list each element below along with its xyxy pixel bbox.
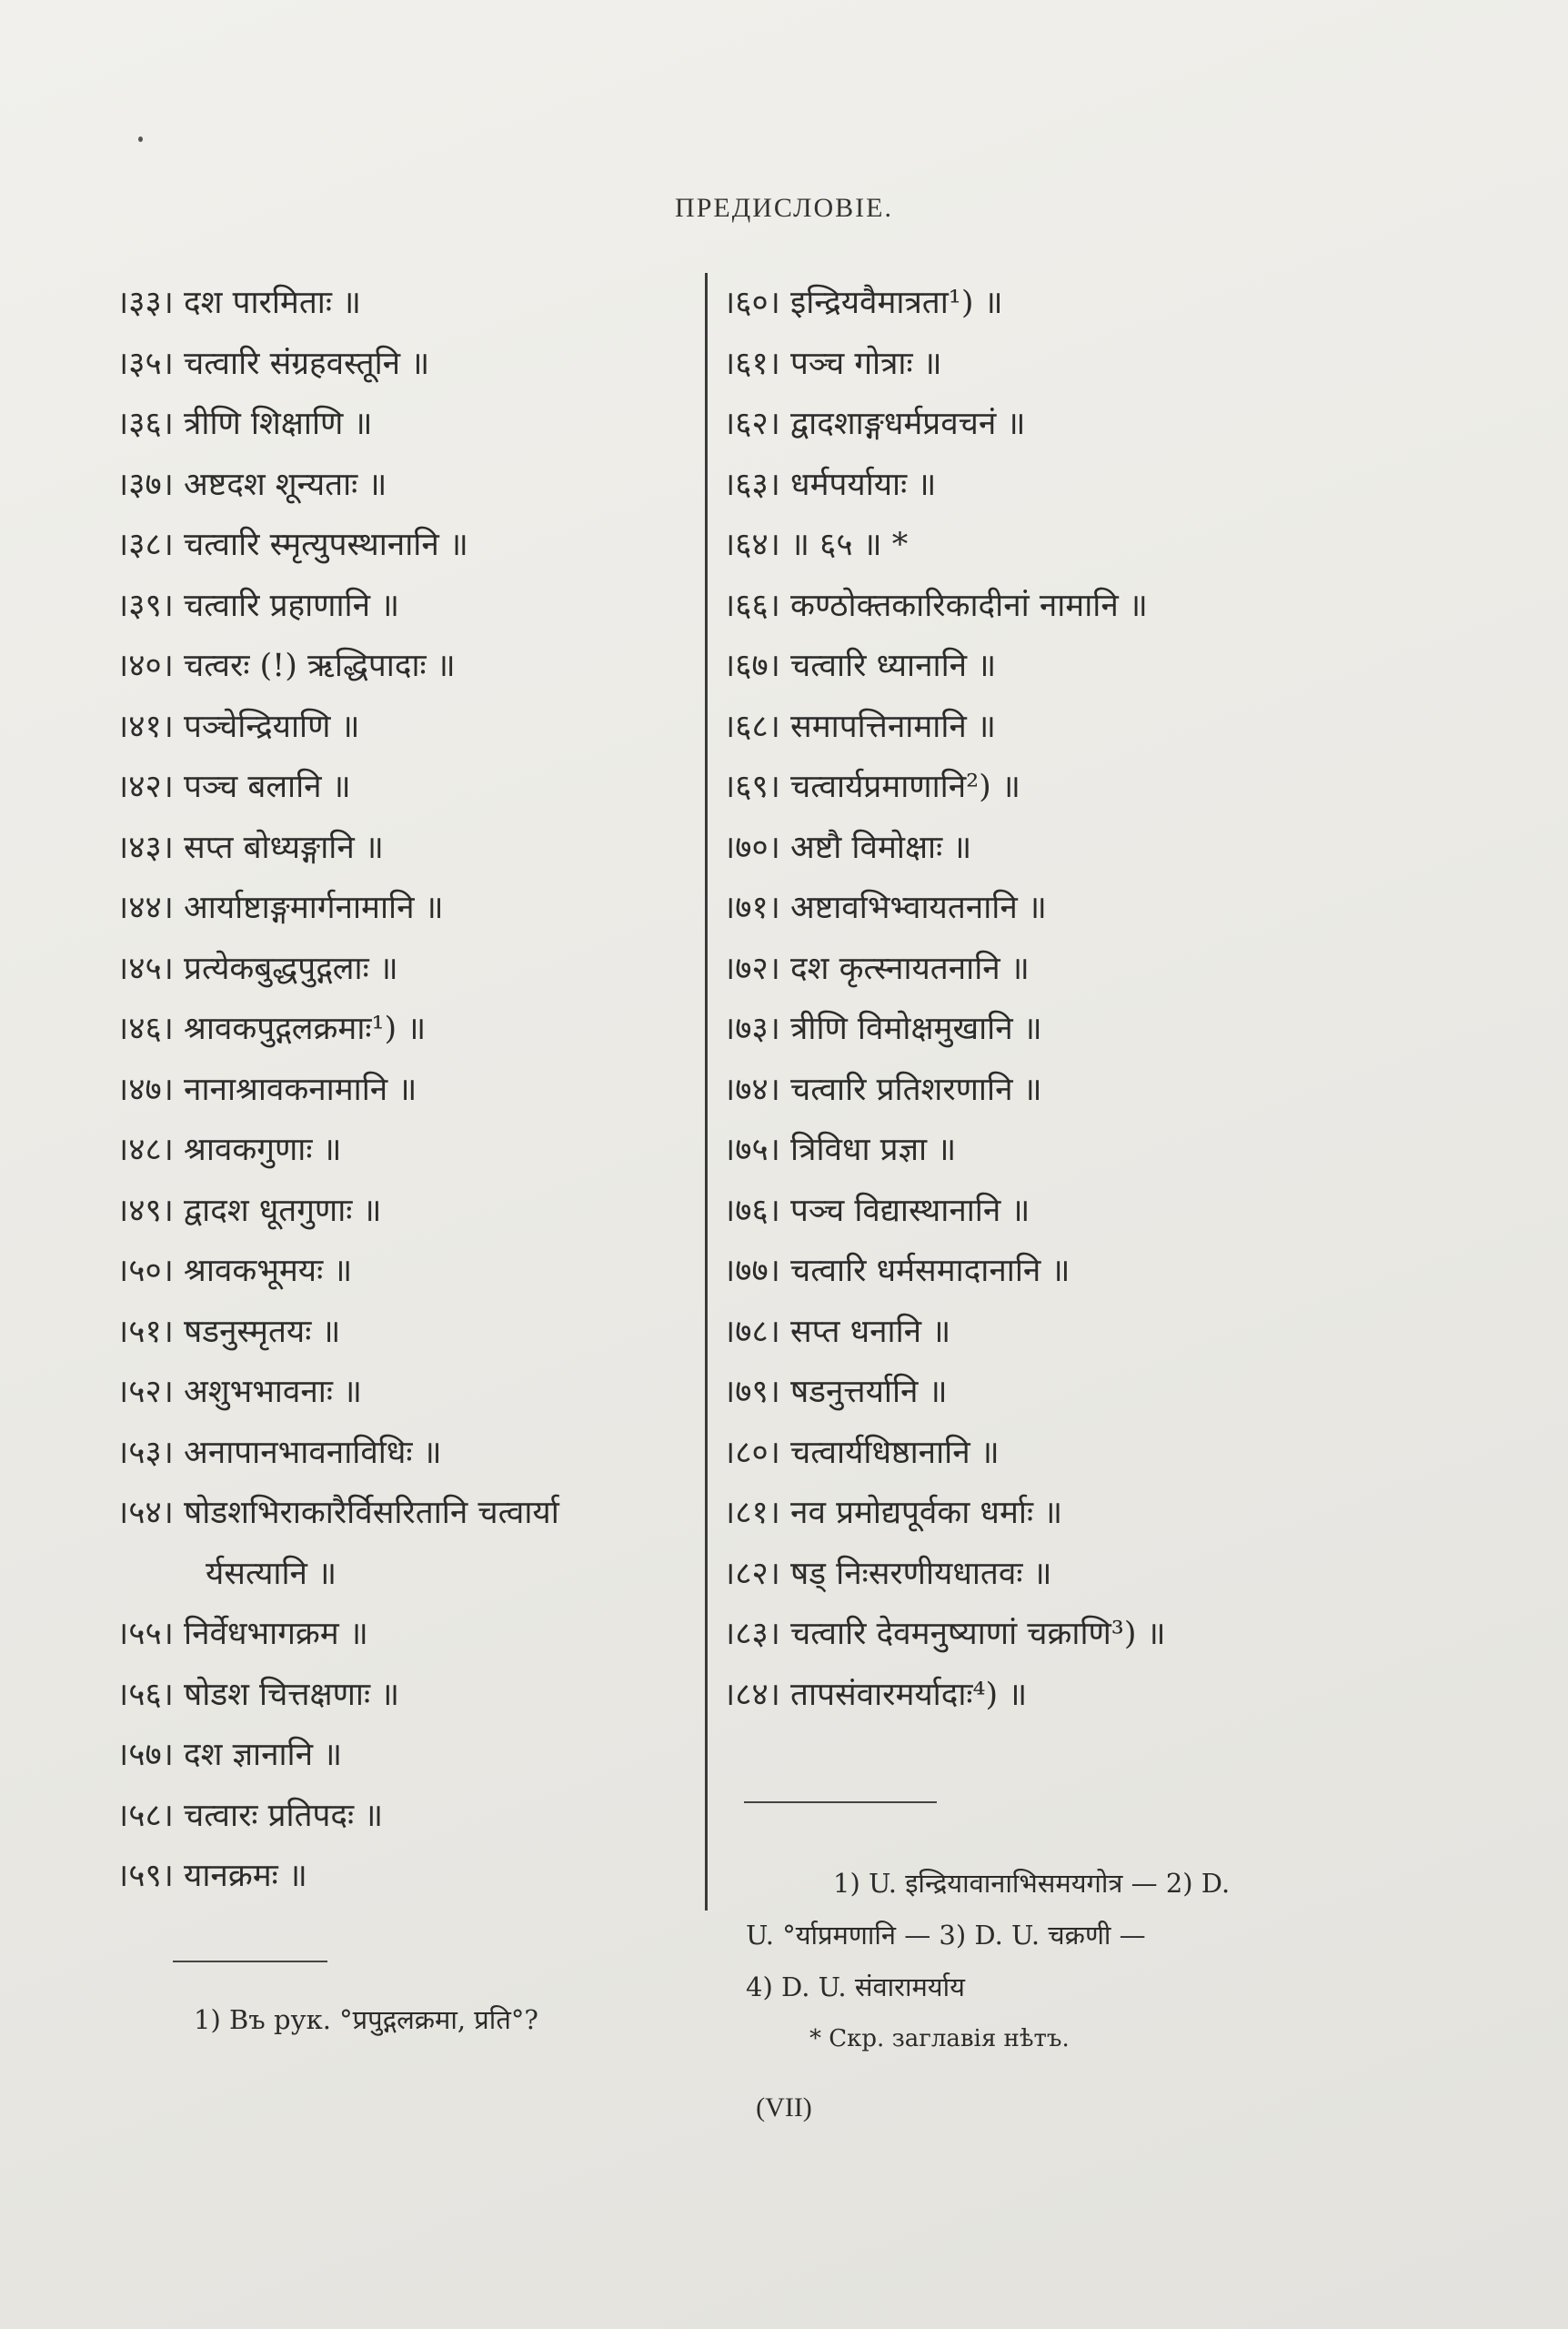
left-column [116, 273, 699, 1907]
list-item: ।६०। इन्द्रियवैमात्रता¹) ॥ [723, 285, 1003, 321]
list-item: ।४९। द्वादश धूतगुणाः ॥ [116, 1192, 382, 1229]
list-item: ।५९। यानक्रमः ॥ [116, 1858, 307, 1894]
list-item: ।८२। षड् निःसरणीयधातवः ॥ [723, 1555, 1052, 1592]
page-number: (VII) [756, 2092, 812, 2122]
list-item: ।३६। त्रीणि शिक्षाणि ॥ [116, 406, 373, 442]
list-item: ।४५। प्रत्येकबुद्धपुद्गलाः ॥ [116, 950, 398, 987]
list-item: ।७२। दश कृत्स्नायतनानि ॥ [723, 950, 1030, 987]
list-item: ।६१। पञ्च गोत्राः ॥ [723, 345, 942, 382]
list-item: ।८१। नव प्रमोद्यपूर्वका धर्माः ॥ [723, 1495, 1063, 1531]
list-item: ।७७। चत्वारि धर्मसमादानानि ॥ [723, 1253, 1070, 1289]
right-column [723, 273, 1360, 1725]
list-item: ।५१। षडनुस्मृतयः ॥ [116, 1313, 341, 1350]
list-item: ।४७। नानाश्रावकनामानि ॥ [116, 1071, 417, 1108]
list-item: ।५५। निर्वेधभागक्रम ॥ [116, 1616, 368, 1652]
list-item: ।७४। चत्वारि प्रतिशरणानि ॥ [723, 1071, 1042, 1108]
list-item: ।८०। चत्वार्यधिष्ठानानि ॥ [723, 1434, 1000, 1471]
list-item: ।७०। अष्टौ विमोक्षाः ॥ [723, 829, 972, 866]
list-item: ।३८। चत्वारि स्मृत्युपस्थानानि ॥ [116, 527, 468, 563]
list-item: ।६४। ॥ ६५ ॥ * [723, 527, 909, 563]
list-item: ।६९। चत्वार्यप्रमाणानि²) ॥ [723, 769, 1020, 805]
list-item: ।७१। अष्टावभिभ्वायतनानि ॥ [723, 890, 1047, 926]
list-item: ।४२। पञ्च बलानि ॥ [116, 769, 351, 805]
list-item: ।४८। श्रावकगुणाः ॥ [116, 1132, 342, 1168]
list-item: ।४३। सप्त बोध्यङ्गानि ॥ [116, 829, 384, 866]
list-item: ।४०। चत्वरः (!) ऋद्धिपादाः ॥ [116, 648, 456, 684]
list-item: ।६७। चत्वारि ध्यानानि ॥ [723, 648, 997, 684]
list-item: ।७६। पञ्च विद्यास्थानानि ॥ [723, 1192, 1030, 1229]
list-item: ।६३। धर्मपर्यायाः ॥ [723, 466, 937, 503]
footnote-line: 4) D. U. संवारामर्याय [746, 1971, 965, 2002]
list-item: ।४१। पञ्चेन्द्रियाणि ॥ [116, 708, 360, 745]
list-item: ।७३। त्रीणि विमोक्षमुखानि ॥ [723, 1011, 1042, 1047]
list-item: ।७८। सप्त धनानि ॥ [723, 1313, 951, 1350]
list-item: ।५८। चत्वारः प्रतिपदः ॥ [116, 1797, 384, 1834]
list-item: ।३३। दश पारमिताः ॥ [116, 285, 361, 321]
footnote-left: 1) Въ рук. °प्रपुद्गलक्रमा, प्रति°? [194, 2004, 538, 2035]
list-item: ।३५। चत्वारि संग्रहवस्तूनि ॥ [116, 345, 430, 382]
wrapped-line-2: र्यसत्यानि ॥ [206, 1555, 337, 1592]
list-item: ।४६। श्रावकपुद्गलक्रमाः¹) ॥ [116, 1011, 427, 1047]
list-item: ।४४। आर्याष्टाङ्गमार्गनामानि ॥ [116, 890, 444, 926]
stray-mark [138, 136, 143, 142]
list-item: ।५०। श्रावकभूमयः ॥ [116, 1253, 353, 1289]
list-item: ।६६। कण्ठोक्तकारिकादीनां नामानि ॥ [723, 587, 1148, 624]
list-item: ।६८। समापत्तिनामानि ॥ [723, 708, 996, 745]
list-item: ।७५। त्रिविधा प्रज्ञा ॥ [723, 1132, 957, 1168]
footnote-rule-right [744, 1801, 937, 1803]
list-item: ।३९। चत्वारि प्रहाणानि ॥ [116, 587, 400, 624]
footnote-rule-left [173, 1961, 327, 1962]
page-header: ПРЕДИСЛОВIЕ. [675, 193, 893, 223]
list-item: ।५२। अशुभभावनाः ॥ [116, 1374, 362, 1410]
wrapped-line-1: ।५४। षोडशभिराकारैर्विसरितानि चत्वार्या [116, 1495, 559, 1531]
column-divider [705, 273, 708, 1911]
footnote-line: U. °र्याप्रमणानि — 3) D. U. चक्रणी — [746, 1920, 1146, 1951]
list-item: ।५६। षोडश चित्तक्षणाः ॥ [116, 1676, 400, 1713]
list-item: ।५३। अनापानभावनाविधिः ॥ [116, 1434, 442, 1471]
list-item: ।७९। षडनुत्तर्यानि ॥ [723, 1374, 948, 1410]
list-item: ।८३। चत्वारि देवमनुष्याणां चक्राणि³) ॥ [723, 1616, 1166, 1652]
list-item: ।६२। द्वादशाङ्गधर्मप्रवचनं ॥ [723, 406, 1026, 442]
list-item-wrapped [116, 1483, 699, 1604]
list-item: ।८४। तापसंवारमर्यादाः⁴) ॥ [723, 1676, 1028, 1713]
footnotes-right [746, 1858, 1328, 2065]
list-item: ।५७। दश ज्ञानानि ॥ [116, 1737, 343, 1773]
footnote-line: 1) U. इन्द्रियावानाभिसमयगोत्र — 2) D. [833, 1868, 1231, 1899]
list-item: ।३७। अष्टदश शून्यताः ॥ [116, 466, 387, 503]
footnote-note: * Скр. заглавія нѣтъ. [809, 2025, 1070, 2052]
